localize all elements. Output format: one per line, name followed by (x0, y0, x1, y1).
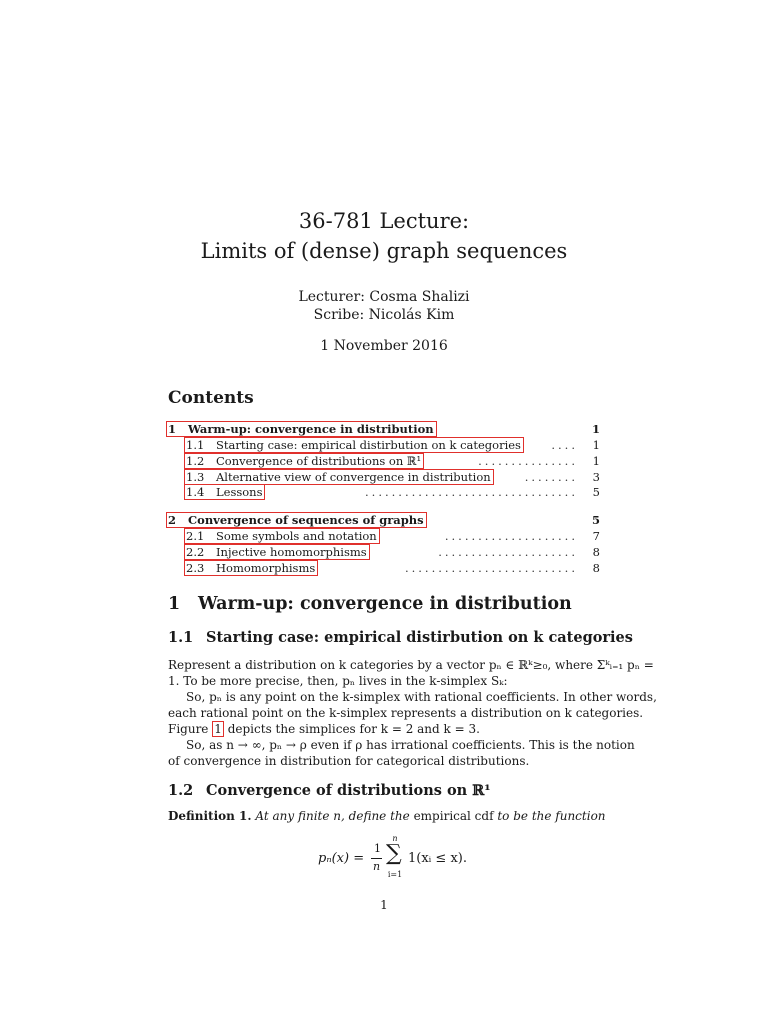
toc-entry-number: 1.1 (186, 438, 205, 452)
toc-leader-dots: ..................... (438, 545, 578, 559)
equation-lhs: pₙ(x) = (318, 851, 365, 866)
toc-link-box[interactable] (166, 512, 427, 528)
toc-entry-number: 1 (168, 422, 177, 436)
contents-heading: Contents (168, 388, 254, 408)
toc-entry-1-3[interactable] (166, 469, 600, 485)
subsection-1-1-heading (168, 629, 633, 646)
section-1-heading (168, 594, 572, 614)
definition-term: empirical cdf (413, 809, 494, 823)
toc-entry-page: 1 (592, 438, 600, 452)
body-line: So, pₙ is any point on the k-simplex with rational coefficients. In other words, (186, 690, 657, 704)
section-1-title: Warm-up: convergence in distribution (198, 594, 572, 614)
toc-link-box[interactable] (184, 453, 424, 469)
toc-entry-number: 2.2 (186, 545, 205, 559)
toc-entry-1-4[interactable] (166, 484, 600, 500)
doc-title-line2: Limits of (dense) graph sequences (200, 239, 568, 263)
toc-entry-title: Convergence of sequences of graphs (188, 513, 424, 527)
toc-link-box[interactable] (184, 469, 494, 485)
toc-entry-page: 8 (592, 561, 600, 575)
toc-leader-dots: ........ (524, 470, 578, 484)
page-number: 1 (380, 898, 388, 912)
toc-link-box[interactable] (184, 544, 370, 560)
figure-1-link[interactable]: 1 (214, 722, 222, 736)
doc-lecturer: Lecturer: Cosma Shalizi (298, 289, 470, 305)
body-line: Represent a distribution on k categories by a vector pₙ ∈ ℝᵏ≥₀, where Σᵏᵢ₌₁ pₙ = (168, 658, 654, 672)
equation-frac-bar (371, 858, 382, 859)
figure-text-a: Figure (168, 722, 209, 736)
figure-text-b: depicts the simplices for k = 2 and k = 3. (227, 722, 480, 736)
body-line: 1. To be more precise, then, pₙ lives in the k-simplex Sₖ: (168, 674, 508, 688)
toc-link-box[interactable] (184, 528, 380, 544)
body-line: So, as n → ∞, pₙ → ρ even if ρ has irrational coefficients. This is the notion (186, 738, 635, 752)
toc-entry-title: Starting case: empirical distirbution on k categories (216, 438, 521, 452)
toc-entry-2[interactable] (166, 512, 600, 528)
toc-entry-title: Homomorphisms (216, 561, 316, 575)
equation-sum-symbol: ∑ (386, 841, 402, 866)
toc-entry-2-3[interactable] (166, 560, 600, 576)
subsection-1-2-title: Convergence of distributions on ℝ¹ (206, 782, 491, 799)
definition-text-a: At any finite n, define the (255, 809, 410, 823)
toc-leader-dots: ............... (478, 454, 578, 468)
toc-entry-2-1[interactable] (166, 528, 600, 544)
equation-frac-den: n (373, 860, 381, 873)
subsection-1-2-heading (168, 782, 491, 799)
body-line (168, 721, 602, 737)
definition-1 (168, 808, 606, 824)
toc-leader-dots: .... (551, 438, 578, 452)
equation-frac-num: 1 (374, 842, 381, 855)
toc-leader-dots: ................................ (365, 485, 578, 499)
section-1-number: 1 (168, 594, 181, 614)
toc-entry-number: 2 (168, 513, 177, 527)
equation-sum-top: n (392, 834, 398, 843)
toc-entry-page: 3 (592, 470, 600, 484)
toc-entry-number: 2.3 (186, 561, 205, 575)
toc-leader-dots: .................... (444, 529, 578, 543)
toc-entry-title: Some symbols and notation (216, 529, 377, 543)
subsection-1-2-number: 1.2 (168, 782, 194, 799)
doc-scribe: Scribe: Nicolás Kim (313, 307, 455, 323)
equation-sum-bottom: i=1 (387, 870, 403, 879)
toc-entry-number: 1.4 (186, 485, 205, 499)
toc-entry-title: Alternative view of convergence in distribution (216, 470, 491, 484)
toc-entry-title: Injective homomorphisms (216, 545, 367, 559)
definition-text-c: to be the function (497, 809, 606, 823)
toc-link-box[interactable] (184, 437, 524, 453)
toc-leader-dots: .......................... (404, 561, 578, 575)
doc-title-line1: 36-781 Lecture: (298, 209, 470, 233)
toc-entry-page: 1 (592, 454, 600, 468)
toc-entry-title: Lessons (216, 485, 263, 499)
doc-date: 1 November 2016 (320, 338, 448, 354)
toc-entry-1[interactable] (166, 421, 600, 437)
toc-entry-2-2[interactable] (166, 544, 600, 560)
toc-entry-page: 5 (591, 513, 600, 527)
toc-entry-page: 1 (591, 422, 600, 436)
subsection-1-1-body (168, 657, 657, 769)
toc-entry-title: Convergence of distributions on ℝ¹ (216, 454, 422, 468)
toc-link-box[interactable] (166, 421, 437, 437)
toc-entry-page: 7 (592, 529, 600, 543)
body-line: of convergence in distribution for categorical distributions. (168, 754, 530, 768)
toc-link-box[interactable] (184, 484, 265, 500)
subsection-1-1-number: 1.1 (168, 629, 194, 646)
toc-entry-title: Warm-up: convergence in distribution (188, 422, 434, 436)
toc-entry-1-1[interactable] (166, 437, 600, 453)
subsection-1-1-title: Starting case: empirical distirbution on k categories (206, 629, 633, 646)
toc-entry-page: 8 (592, 545, 600, 559)
equation-body: 1(xᵢ ≤ x). (408, 851, 467, 866)
body-line: each rational point on the k-simplex represents a distribution on k categories. (168, 706, 644, 720)
toc-entry-number: 2.1 (186, 529, 205, 543)
empirical-cdf-equation (318, 834, 467, 884)
toc-entry-number: 1.2 (186, 454, 205, 468)
definition-label: Definition 1. (168, 809, 252, 823)
toc-entry-page: 5 (592, 485, 600, 499)
toc-entry-1-2[interactable] (166, 453, 600, 469)
toc-link-box[interactable] (184, 560, 318, 576)
toc-entry-number: 1.3 (186, 470, 205, 484)
